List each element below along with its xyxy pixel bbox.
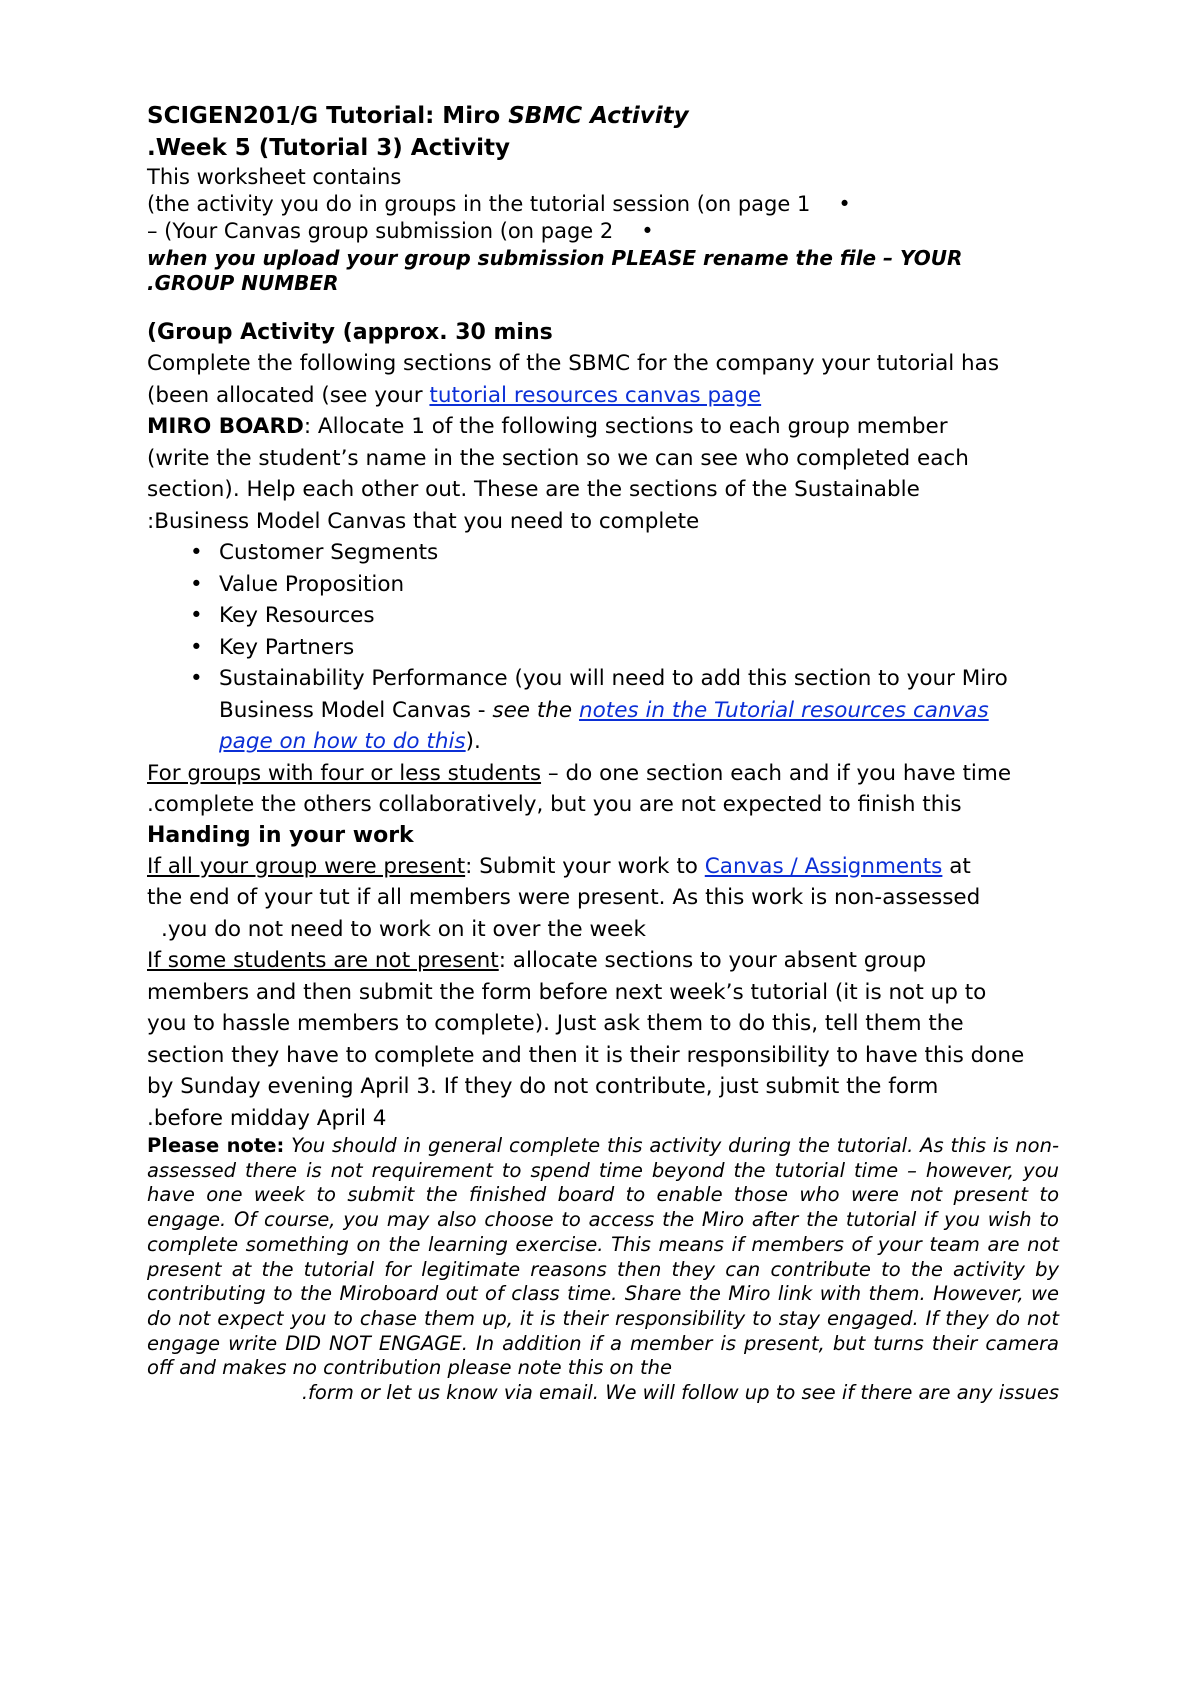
- list-item: [190, 537, 1059, 569]
- absent-line-5: by Sunday evening April 3. If they do not contribute, just submit the form: [147, 1074, 939, 1099]
- list-item-sustainability: [190, 663, 1059, 758]
- tutorial-resources-link[interactable]: tutorial resources canvas page: [429, 382, 762, 408]
- document-title: [147, 100, 1059, 132]
- present-text-end: at: [942, 853, 971, 879]
- canvas-assignments-link[interactable]: Canvas / Assignments: [704, 853, 943, 879]
- miro-board-paragraph: [147, 411, 1059, 537]
- present-line-1: [147, 854, 971, 879]
- document-subtitle: .Week 5 (Tutorial 3) Activity: [147, 135, 510, 161]
- absent-line-1: [147, 948, 926, 973]
- four-or-less-line-2: .complete the others collaboratively, but you are not expected to finish this: [147, 792, 962, 817]
- miro-line-1: [147, 414, 948, 439]
- miro-board-label: MIRO BOARD: [147, 414, 304, 439]
- list-item-text: Customer Segments: [219, 540, 439, 565]
- handing-in-heading: Handing in your work: [147, 822, 414, 848]
- upload-instruction-line-1: when you upload your group submission PLEASE rename the file – YOUR: [147, 246, 963, 270]
- absent-paragraph: [147, 945, 1059, 1134]
- please-note-last-line: .form or let us know via email. We will follow up to see if there are any issues: [301, 1381, 1059, 1405]
- sustainability-line-3: [219, 729, 481, 754]
- four-or-less-paragraph: [147, 758, 1059, 821]
- complete-line-2-text: (been allocated (see your: [147, 382, 430, 408]
- miro-line-3: section). Help each other out. These are the sections of the Sustainable: [147, 477, 920, 502]
- list-item: [190, 569, 1059, 601]
- absent-line-4: section they have to complete and then it is their responsibility to have this done: [147, 1042, 1025, 1068]
- list-item-text: Value Proposition: [219, 571, 405, 597]
- title-italic-text: SBMC Activity: [508, 103, 689, 129]
- title-text: SCIGEN201/G Tutorial: Miro: [147, 103, 509, 129]
- contents-item-1: [147, 191, 1059, 218]
- contents-item-2: [147, 218, 1059, 245]
- contents-intro: This worksheet contains: [147, 165, 402, 189]
- absent-line-6: .before midday April 4: [147, 1105, 387, 1131]
- absent-line-3: you to hassle members to complete). Just ask them to do this, tell them the: [147, 1011, 964, 1036]
- section-list: [147, 537, 1059, 758]
- bullet-icon: •: [190, 540, 203, 565]
- miro-line-2: (write the student’s name in the section so we can see who completed each: [147, 445, 969, 471]
- present-line-3: .you do not need to work on it over the week: [161, 916, 646, 942]
- complete-paragraph: [147, 348, 1059, 411]
- present-paragraph: [147, 851, 1059, 946]
- how-to-do-this-link[interactable]: page on how to do this: [219, 729, 466, 754]
- list-item: [190, 600, 1059, 632]
- document-page: [147, 100, 1059, 1406]
- present-line-2: the end of your tut if all members were present. As this work is non-assessed: [147, 885, 981, 910]
- bullet-icon: •: [190, 634, 203, 660]
- miro-line-4: :Business Model Canvas that you need to complete: [147, 508, 700, 534]
- please-note-label: Please note:: [147, 1134, 285, 1157]
- bullet-icon: •: [190, 666, 203, 691]
- miro-line-1-text: : Allocate 1 of the following sections to each group member: [303, 414, 948, 439]
- complete-line-1: Complete the following sections of the SBMC for the company your tutorial has: [147, 351, 1000, 376]
- bullet-icon: •: [641, 219, 654, 243]
- absent-line-2: members and then submit the form before next week’s tutorial (it is not up to: [147, 979, 987, 1005]
- complete-line-2: [147, 383, 761, 408]
- four-or-less-line-1: [147, 761, 1011, 786]
- four-or-less-text: – do one section each and if you have time: [541, 760, 1012, 786]
- contents-item-1-text: (the activity you do in groups in the tutorial session (on page 1: [147, 192, 811, 216]
- notes-tutorial-resources-link[interactable]: notes in the Tutorial resources canvas: [578, 697, 989, 723]
- absent-label: If some students are not present: [147, 948, 499, 973]
- please-note-text: You should in general complete this activity during the tutorial. As this is non-assessed there is not requirement to spend time beyond the tutorial time – however, you have one week to submit the finished board to enable those who were not present to engage. Of course, you may also choose to access the Miro after the tutorial if you wish to complete something on the learning exercise. This means if members of your team are not present at the tutorial for legitimate reasons then they can contribute to the activity by contributing to the Miroboard out of class time. Share the Miro link with them. However, we do not expect you to chase them up, it is their responsibility to stay engaged. If they do not engage write DID NOT ENGAGE. In addition if a member is present, but turns their camera off and makes no contribution please note this on the: [147, 1134, 1059, 1380]
- contents-item-2-text: – (Your Canvas group submission (on page 2: [147, 219, 614, 243]
- list-item-text: Key Resources: [219, 603, 375, 628]
- sustainability-line-1: Sustainability Performance (you will need to add this section to your Miro: [219, 666, 1008, 691]
- bullet-icon: •: [838, 192, 851, 216]
- group-activity-heading: (Group Activity (approx. 30 mins: [147, 320, 553, 345]
- absent-text: : allocate sections to your absent group: [498, 948, 927, 973]
- present-text: : Submit your work to: [465, 853, 705, 879]
- four-or-less-label: For groups with four or less students: [147, 760, 542, 786]
- list-item: [190, 632, 1059, 664]
- sustainability-end-text: ).: [465, 729, 481, 754]
- see-the-text: see the: [492, 697, 579, 723]
- upload-instruction-line-2: .GROUP NUMBER: [147, 271, 339, 295]
- please-note-paragraph: [147, 1134, 1059, 1406]
- bullet-icon: •: [190, 603, 203, 628]
- sustainability-line-2-text: Business Model Canvas -: [219, 697, 493, 723]
- list-item-text: Key Partners: [219, 634, 355, 660]
- present-label: If all your group were present: [147, 853, 466, 879]
- sustainability-line-2: [219, 698, 989, 723]
- bullet-icon: •: [190, 571, 203, 597]
